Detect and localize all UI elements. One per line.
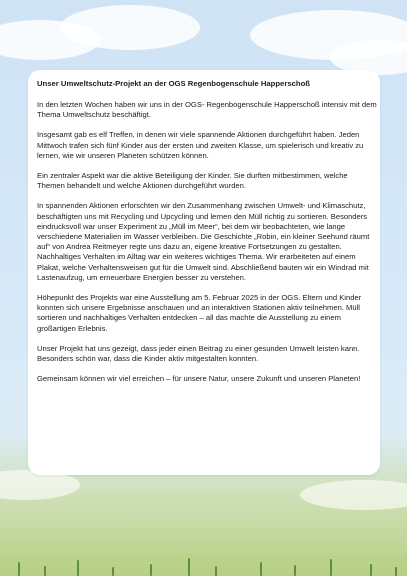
paragraph-participation: Ein zentraler Aspekt war die aktive Beteiligung der Kinder. Sie durften mitbestimmen, welche Themen behandelt und welche Aktionen durchgeführt wurden. <box>37 171 348 191</box>
paragraph-conclusion: Unser Projekt hat uns gezeigt, dass jeder einen Beitrag zu einer gesunden Umwelt leisten kann. Besonders schön war, dass die Kinder aktiv mitgestalten konnten. <box>37 343 360 364</box>
grass-blade <box>395 567 397 576</box>
paragraph-exhibition: Höhepunkt des Projekts war eine Ausstellung am 5. Februar 2025 in der OGS. Eltern und Kinder konnten sich unsere Ergebnisse anschauen und an interaktiven Stationen aktiv teilnehmen. Müll sortieren und nachhaltiges Verhalten entdecken – all das machte die Ausstellung zu einem großartigen Erlebnis. <box>37 293 362 333</box>
paragraph-meetings: Insgesamt gab es elf Treffen, in denen wir viele spannende Aktionen durchgeführt haben. Jeden Mittwoch trafen sich fünf Kinder aus der ersten und zweiten Klasse, um spielerisch und kreativ zu lernen, wie wir unseren Planeten schützen können. <box>37 130 364 160</box>
grass-blade <box>44 566 46 576</box>
paragraph-closing: Gemeinsam können wir viel erreichen – für unsere Natur, unsere Zukunft und unseren Planeten! <box>37 374 361 384</box>
document-title: Unser Umweltschutz-Projekt an der OGS Regenbogenschule Happerschoß <box>37 79 310 88</box>
article <box>37 79 377 394</box>
grass-blade <box>370 564 372 576</box>
cloud <box>300 480 407 510</box>
grass-blade <box>188 558 190 576</box>
grass-blade <box>77 560 79 576</box>
cloud <box>60 5 200 50</box>
paragraph-intro: In den letzten Wochen haben wir uns in der OGS- Regenbogenschule Happerschoß intensiv mit dem Thema Umweltschutz beschäftigt. <box>37 100 377 120</box>
grass-blade <box>330 559 332 576</box>
grass-blade <box>260 562 262 576</box>
grass-blade <box>150 564 152 576</box>
grass-blade <box>18 562 20 576</box>
grass-blade <box>112 567 114 576</box>
grass-blade <box>215 566 217 576</box>
paragraph-activities: In spannenden Aktionen erforschten wir den Zusammenhang zwischen Umwelt- und Klimaschutz, beschäftigten uns mit Recycling und Upcycling und lernen den Müll richtig zu sortieren. Besonders eindrucksvoll war unser Experiment zu „Müll im Meer“, bei dem wir beobachteten, wie lange verschiedene Materialien im Wasser verbleiben. Die Geschichte „Robin, ein kleiner Seehund räumt auf“ von Andrea Reitmeyer regte uns dazu an, eigene kreative Fortsetzungen zu gestalten. Nachhaltiges Verhalten im Alltag war ein weiteres wichtiges Thema. Wir erarbeiteten auf einem Plakat, welche Verhaltensweisen gut für die Umwelt sind. Abschließend bauten wir ein Windrad mit Lastenaufzug, um erneuerbare Energien besser zu verstehen. <box>37 201 370 282</box>
grass-blade <box>294 565 296 576</box>
